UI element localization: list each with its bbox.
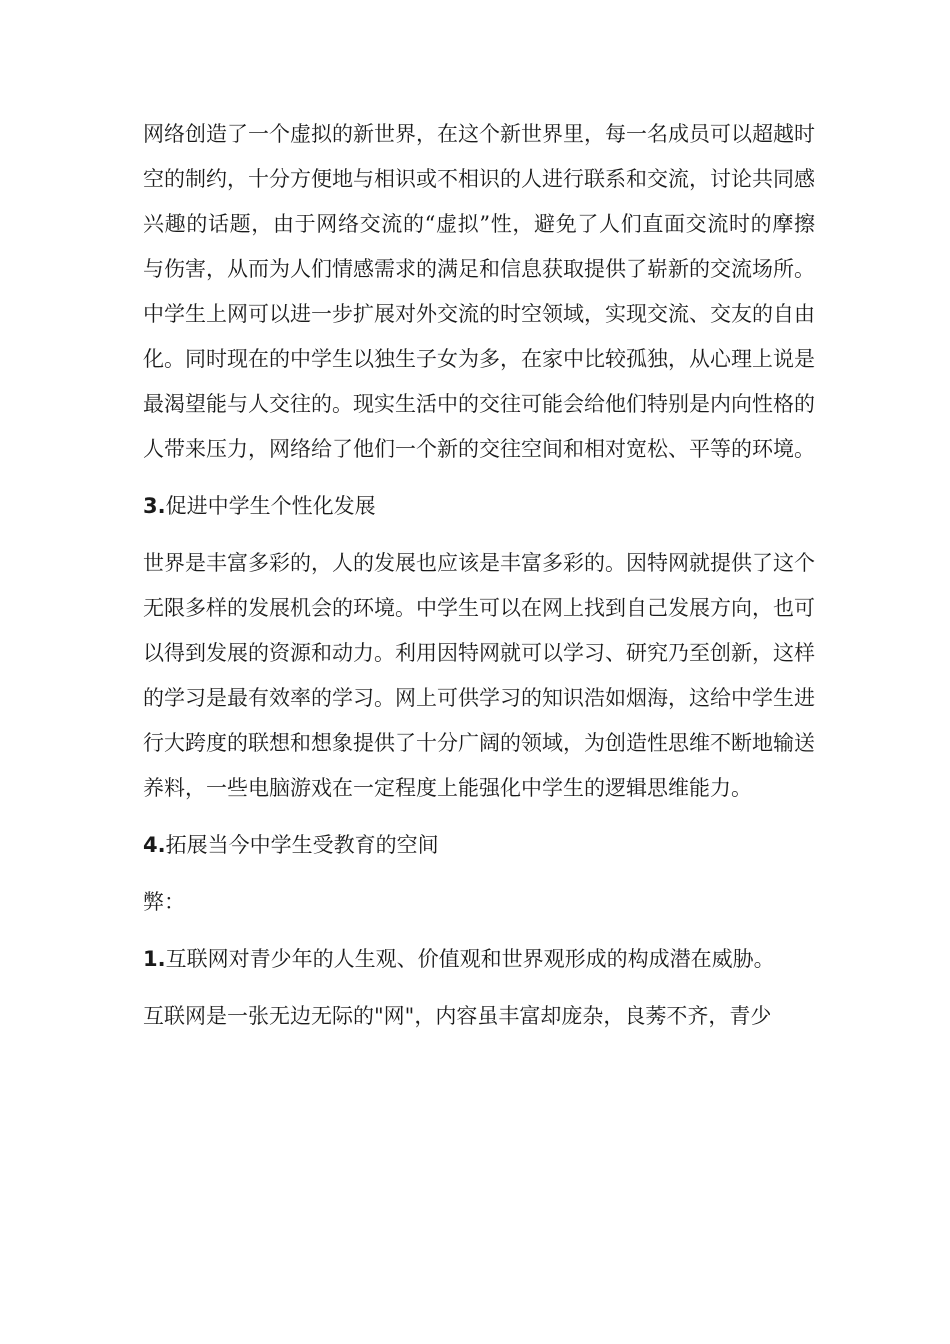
heading-3-number: 3. (143, 494, 166, 518)
document-body (143, 112, 815, 1051)
heading-disadvantage-1-number: 1. (143, 947, 166, 971)
heading-4 (143, 823, 815, 868)
heading-4-text: 拓展当今中学生受教育的空间 (165, 833, 439, 857)
section-disadvantages: 弊： (143, 890, 185, 914)
heading-4-number: 4. (143, 833, 166, 857)
paragraph-1: 网络创造了一个虚拟的新世界，在这个新世界里，每一名成员可以超越时空的制约，十分方便地与相识或不相识的人进行联系和交流，讨论共同感兴趣的话题，由于网络交流的“虚拟”性，避免了人们直面交流时的摩擦与伤害，从而为人们情感需求的满足和信息获取提供了崭新的交流场所。中学生上网可以进一步扩展对外交流的时空领域，实现交流、交友的自由化。同时现在的中学生以独生子女为多，在家中比较孤独，从心理上说是最渴望能与人交往的。现实生活中的交往可能会给他们特别是内向性格的人带来压力，网络给了他们一个新的交往空间和相对宽松、平等的环境。 (143, 122, 815, 461)
paragraph-3: 互联网是一张无边无际的"网"，内容虽丰富却庞杂，良莠不齐，青少 (143, 1004, 772, 1028)
heading-3 (143, 484, 815, 529)
paragraph-2: 世界是丰富多彩的，人的发展也应该是丰富多彩的。因特网就提供了这个无限多样的发展机会的环境。中学生可以在网上找到自己发展方向，也可以得到发展的资源和动力。利用因特网就可以学习、研究乃至创新，这样的学习是最有效率的学习。网上可供学习的知识浩如烟海，这给中学生进行大跨度的联想和想象提供了十分广阔的领域，为创造性思维不断地输送养料，一些电脑游戏在一定程度上能强化中学生的逻辑思维能力。 (143, 551, 815, 800)
heading-disadvantage-1-text: 互联网对青少年的人生观、价值观和世界观形成的构成潜在威胁。 (165, 947, 775, 971)
heading-disadvantage-1 (143, 937, 815, 982)
heading-3-text: 促进中学生个性化发展 (165, 494, 376, 518)
